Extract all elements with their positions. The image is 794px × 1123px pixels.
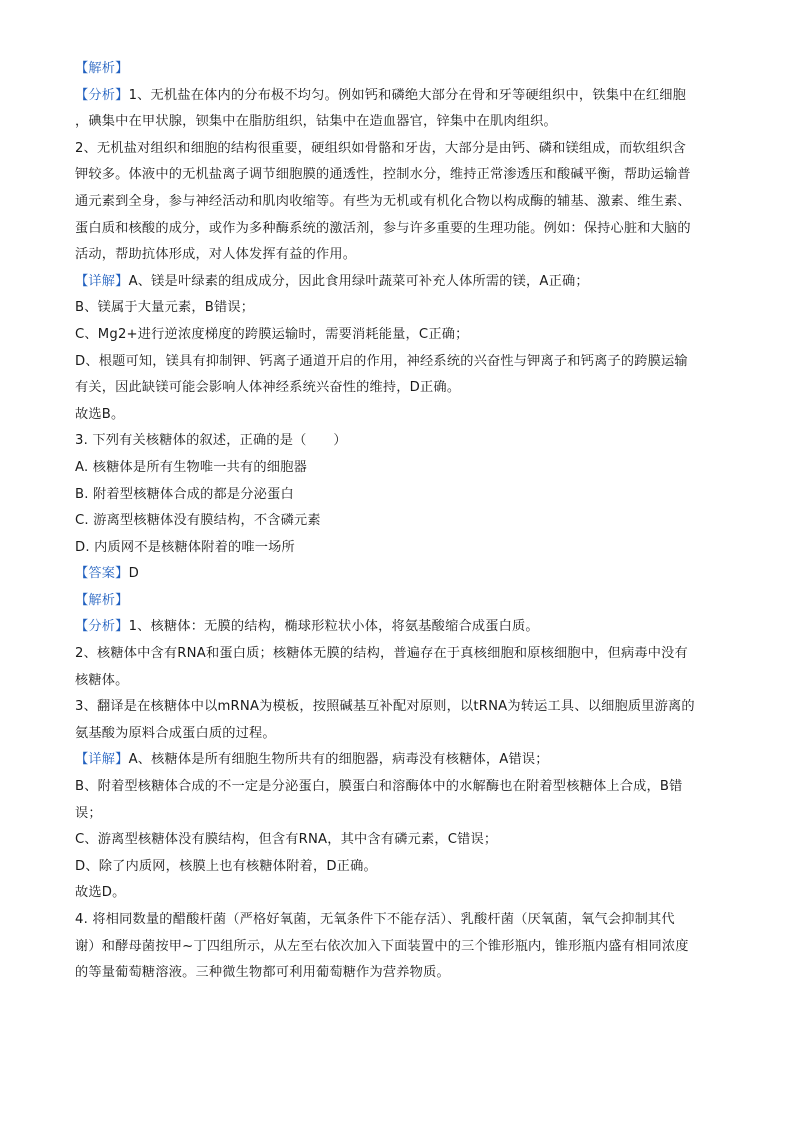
section-tag: 【解析】 (75, 61, 129, 76)
line-text: 1、无机盐在体内的分布极不均匀。例如钙和磷绝大部分在骨和牙等硬组织中，铁集中在红细胞 (128, 87, 687, 103)
line-text: 钾较多。体液中的无机盐离子调节细胞膜的通透性，控制水分，维持正常渗透压和酸碱平衡，帮助运输普 (75, 167, 691, 183)
line-text: 故选D。 (75, 885, 126, 901)
text-line (75, 535, 725, 562)
line-text: D (128, 566, 139, 582)
line-text: 蛋白质和核酸的成分，或作为多种酶系统的激活剂，参与许多重要的生理功能。例如：保持心脏和大脑的 (75, 220, 691, 236)
line-text: C. 游离型核糖体没有膜结构，不含磷元素 (75, 513, 321, 529)
text-line (75, 960, 725, 987)
text-line (75, 641, 725, 668)
text-line (75, 827, 725, 854)
line-text: 1、核糖体：无膜的结构，椭球形粒状小体，将氨基酸缩合成蛋白质。 (128, 619, 539, 635)
section-tag: 【详解】 (75, 273, 129, 289)
line-text: A. 核糖体是所有生物唯一共有的细胞器 (75, 459, 307, 475)
text-line (75, 907, 725, 934)
line-text: C、Mg2+进行逆浓度梯度的跨膜运输时，需要消耗能量，C正确； (75, 326, 469, 342)
text-line (75, 614, 725, 641)
text-line (75, 455, 725, 482)
text-line (75, 162, 725, 189)
text-line (75, 801, 725, 828)
text-line (75, 428, 725, 455)
line-text: 4. 将相同数量的醋酸杆菌（严格好氧菌，无氧条件下不能存活）、乳酸杆菌（厌氧菌，氧气会抑制其代 (75, 912, 675, 927)
section-tag: 【分析】 (75, 619, 129, 635)
text-line (75, 402, 725, 429)
section-tag: 【分析】 (75, 87, 129, 103)
line-text: B. 附着型核糖体合成的都是分泌蛋白 (75, 486, 294, 502)
text-line (75, 375, 725, 402)
text-line (75, 561, 725, 588)
line-text: 核糖体。 (75, 672, 129, 688)
line-text: 氨基酸为原料合成蛋白质的过程。 (75, 725, 276, 741)
text-line (75, 109, 725, 136)
line-text: ，碘集中在甲状腺，钡集中在脂肪组织，钴集中在造血器官，锌集中在肌肉组织。 (75, 114, 557, 130)
line-text: 故选B。 (75, 406, 125, 422)
text-line (75, 216, 725, 243)
text-line (75, 668, 725, 695)
text-line (75, 322, 725, 349)
line-text: D、根题可知，镁具有抑制钾、钙离子通道开启的作用，神经系统的兴奋性与钾离子和钙离子的跨膜运输 (75, 353, 688, 369)
text-line (75, 83, 725, 110)
line-text: A、核糖体是所有细胞生物所共有的细胞器，病毒没有核糖体，A错误； (128, 752, 549, 768)
text-line (75, 269, 725, 296)
text-line (75, 854, 725, 881)
text-line (75, 482, 725, 509)
line-text: 活动，帮助抗体形成，对人体发挥有益的作用。 (75, 247, 357, 263)
text-line (75, 56, 725, 83)
line-text: 通元素到全身，参与神经活动和肌肉收缩等。有些为无机或有机化合物以构成酶的辅基、激素、维生素、 (75, 193, 691, 209)
text-line (75, 774, 725, 801)
section-tag: 【解析】 (75, 592, 129, 608)
text-line (75, 136, 725, 163)
line-text: 2、核糖体中含有RNA和蛋白质；核糖体无膜的结构，普遍存在于真核细胞和原核细胞中，但病毒中没有 (75, 646, 688, 662)
text-line (75, 880, 725, 907)
text-line (75, 349, 725, 376)
section-tag: 【详解】 (75, 752, 129, 768)
line-text: A、镁是叶绿素的组成成分，因此食用绿叶蔬菜可补充人体所需的镁，A正确； (128, 273, 589, 289)
line-text: B、镁属于大量元素，B错误； (75, 300, 255, 316)
text-line (75, 295, 725, 322)
section-tag: 【答案】 (75, 566, 129, 582)
text-line (75, 242, 725, 269)
line-text: 误； (75, 805, 102, 821)
text-line (75, 747, 725, 774)
text-line (75, 588, 725, 615)
line-text: 3. 下列有关核糖体的叙述，正确的是（ ） (75, 433, 347, 449)
line-text: 谢）和酵母菌按甲~丁四组所示，从左至右依次加入下面装置中的三个锥形瓶内，锥形瓶内盛有相同浓度 (75, 938, 689, 954)
line-text: B、附着型核糖体合成的不一定是分泌蛋白，膜蛋白和溶酶体中的水解酶也在附着型核糖体上合成，B错 (75, 779, 683, 795)
line-text: C、游离型核糖体没有膜结构，但含有RNA，其中含有磷元素，C错误； (75, 832, 498, 848)
text-line (75, 694, 725, 721)
line-text: 有关，因此缺镁可能会影响人体神经系统兴奋性的维持，D正确。 (75, 380, 461, 396)
text-line (75, 934, 725, 961)
line-text: D、除了内质网，核膜上也有核糖体附着，D正确。 (75, 858, 377, 874)
text-line (75, 508, 725, 535)
text-line (75, 721, 725, 748)
text-line (75, 189, 725, 216)
line-text: D. 内质网不是核糖体附着的唯一场所 (75, 539, 295, 555)
document-body (75, 56, 725, 987)
line-text: 2、无机盐对组织和细胞的结构很重要，硬组织如骨骼和牙齿，大部分是由钙、磷和镁组成，而软组织含 (75, 140, 687, 156)
line-text: 的等量葡萄糖溶液。三种微生物都可利用葡萄糖作为营养物质。 (75, 965, 450, 981)
line-text: 3、翻译是在核糖体中以mRNA为模板，按照碱基互补配对原则，以tRNA为转运工具、以细胞质里游离的 (75, 699, 695, 715)
